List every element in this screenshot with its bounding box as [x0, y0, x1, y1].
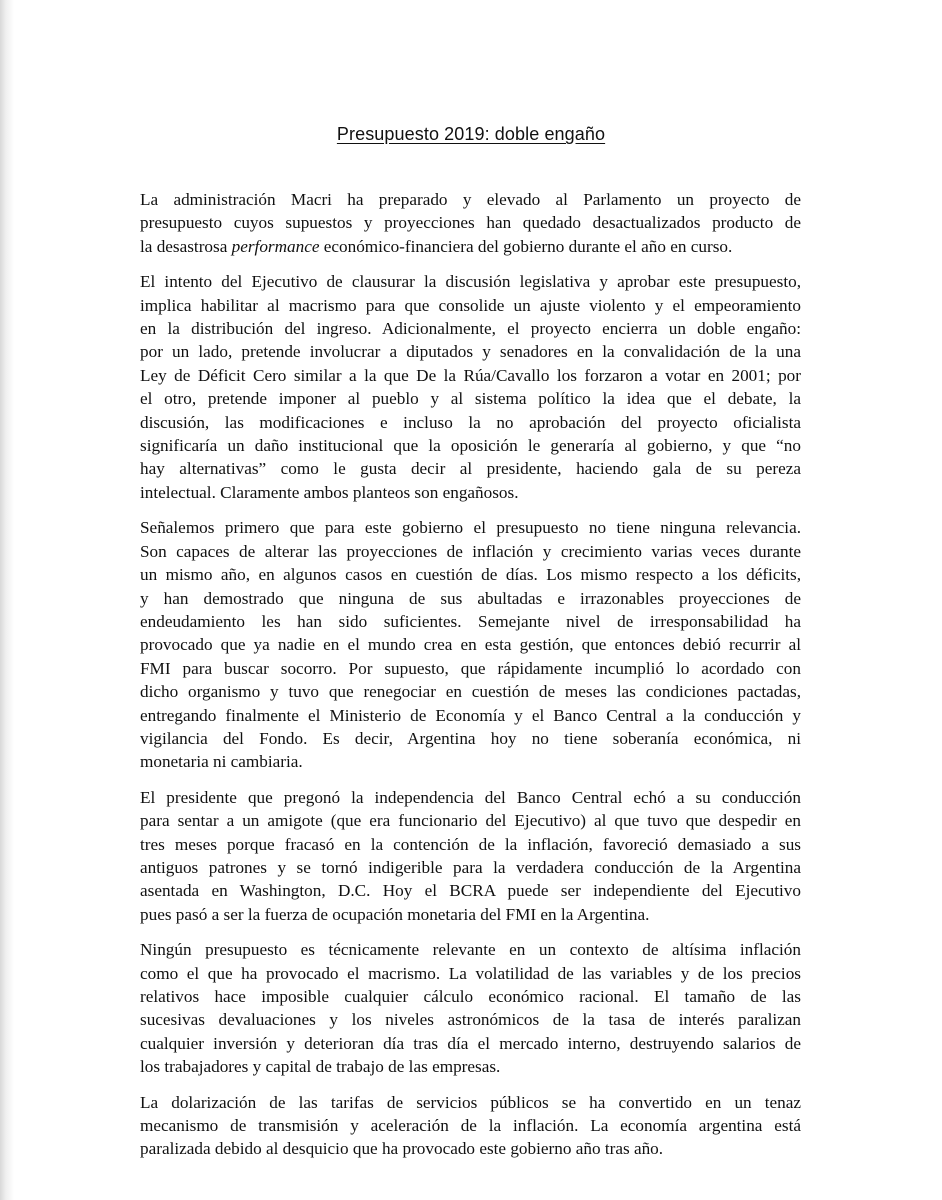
- text-line: implica habilitar al macrismo para que consolide un ajuste violento y el empeoramiento: [140, 295, 801, 315]
- text-line: dicho organismo y tuvo que renegociar en cuestión de meses las condiciones pactadas,: [140, 682, 801, 702]
- text-line: los trabajadores y capital de trabajo de las empresas.: [140, 1057, 501, 1077]
- text-line: monetaria ni cambiaria.: [140, 752, 303, 772]
- paragraph: [140, 516, 801, 773]
- text-line: Ningún presupuesto es técnicamente relevante en un contexto de altísima inflación: [140, 940, 801, 960]
- text-line: presupuesto cuyos supuestos y proyecciones han quedado desactualizados producto de: [140, 213, 801, 233]
- text-line: intelectual. Claramente ambos planteos son engañosos.: [140, 482, 519, 502]
- text-line: para sentar a un amigote (que era funcionario del Ejecutivo) al que tuvo que despedir en: [140, 811, 801, 831]
- text-line: Señalemos primero que para este gobierno el presupuesto no tiene ninguna relevancia.: [140, 518, 801, 538]
- text-line: sucesivas devaluaciones y los niveles astronómicos de la tasa de interés paralizan: [140, 1010, 801, 1030]
- text-line: antiguos patrones y se tornó indigerible para la verdadera conducción de la Argentina: [140, 857, 801, 877]
- text-line: discusión, las modificaciones e incluso la no aprobación del proyecto oficialista: [140, 412, 801, 432]
- page-edge-shadow: [0, 0, 14, 1200]
- document-body: [140, 188, 801, 1161]
- text-line: por un lado, pretende involucrar a diputados y senadores en la convalidación de la una: [140, 342, 801, 362]
- text-line: mecanismo de transmisión y aceleración de la inflación. La economía argentina está: [140, 1116, 801, 1136]
- text-line: El presidente que pregonó la independencia del Banco Central echó a su conducción: [140, 787, 801, 807]
- text-line: tres meses porque fracasó en la contención de la inflación, favoreció demasiado a sus: [140, 834, 801, 854]
- italic-term: performance: [231, 236, 320, 256]
- text-line: y han demostrado que ninguna de sus abultadas e irrazonables proyecciones de: [140, 588, 801, 608]
- text-line: como el que ha provocado el macrismo. La volatilidad de las variables y de los precios: [140, 963, 801, 983]
- text-line: FMI para buscar socorro. Por supuesto, que rápidamente incumplió lo acordado con: [140, 658, 801, 678]
- paragraph: [140, 786, 801, 926]
- text-line: Son capaces de alterar las proyecciones de inflación y crecimiento varias veces durante: [140, 541, 801, 561]
- text-line: la desastrosa performance económico-financiera del gobierno durante el año en curso.: [140, 236, 733, 256]
- text-line: pues pasó a ser la fuerza de ocupación monetaria del FMI en la Argentina.: [140, 904, 650, 924]
- text-line: La administración Macri ha preparado y elevado al Parlamento un proyecto de: [140, 190, 801, 209]
- text-line: entregando finalmente el Ministerio de Economía y el Banco Central a la conducción y: [140, 705, 801, 725]
- paragraph: [140, 188, 801, 258]
- text-line: La dolarización de las tarifas de servicios públicos se ha convertido en un tenaz: [140, 1092, 801, 1112]
- paragraph: [140, 270, 801, 504]
- text-line: el otro, pretende imponer al pueblo y al sistema político la idea que el debate, la: [140, 389, 801, 409]
- text-line: El intento del Ejecutivo de clausurar la discusión legislativa y aprobar este presupuesto,: [140, 272, 801, 292]
- text-line: provocado que ya nadie en el mundo crea en esta gestión, que entonces debió recurrir al: [140, 635, 801, 655]
- text-line: cualquier inversión y deterioran día tras día el mercado interno, destruyendo salarios de: [140, 1033, 801, 1053]
- text-line: endeudamiento les han sido suficientes. Semejante nivel de irresponsabilidad ha: [140, 611, 801, 631]
- text-line: relativos hace imposible cualquier cálculo económico racional. El tamaño de las: [140, 987, 801, 1006]
- document-title: Presupuesto 2019: doble engaño: [336, 124, 606, 144]
- text-line: vigilancia del Fondo. Es decir, Argentina hoy no tiene soberanía económica, ni: [140, 728, 801, 748]
- text-line: en la distribución del ingreso. Adicionalmente, el proyecto encierra un doble engaño:: [140, 319, 801, 339]
- text-line: un mismo año, en algunos casos en cuestión de días. Los mismo respecto a los déficits,: [140, 565, 801, 585]
- text-line: hay alternativas” como le gusta decir al presidente, haciendo gala de su pereza: [140, 459, 801, 479]
- paragraph: [140, 938, 801, 1078]
- text-line: paralizada debido al desquicio que ha provocado este gobierno año tras año.: [140, 1139, 664, 1159]
- text-line: significaría un daño institucional que la oposición le generaría al gobierno, y que “no: [140, 436, 801, 456]
- text-line: Ley de Déficit Cero similar a la que De la Rúa/Cavallo los forzaron a votar en 2001; por: [140, 365, 801, 385]
- text-line: asentada en Washington, D.C. Hoy el BCRA puede ser independiente del Ejecutivo: [140, 881, 801, 901]
- paragraph: [140, 1091, 801, 1161]
